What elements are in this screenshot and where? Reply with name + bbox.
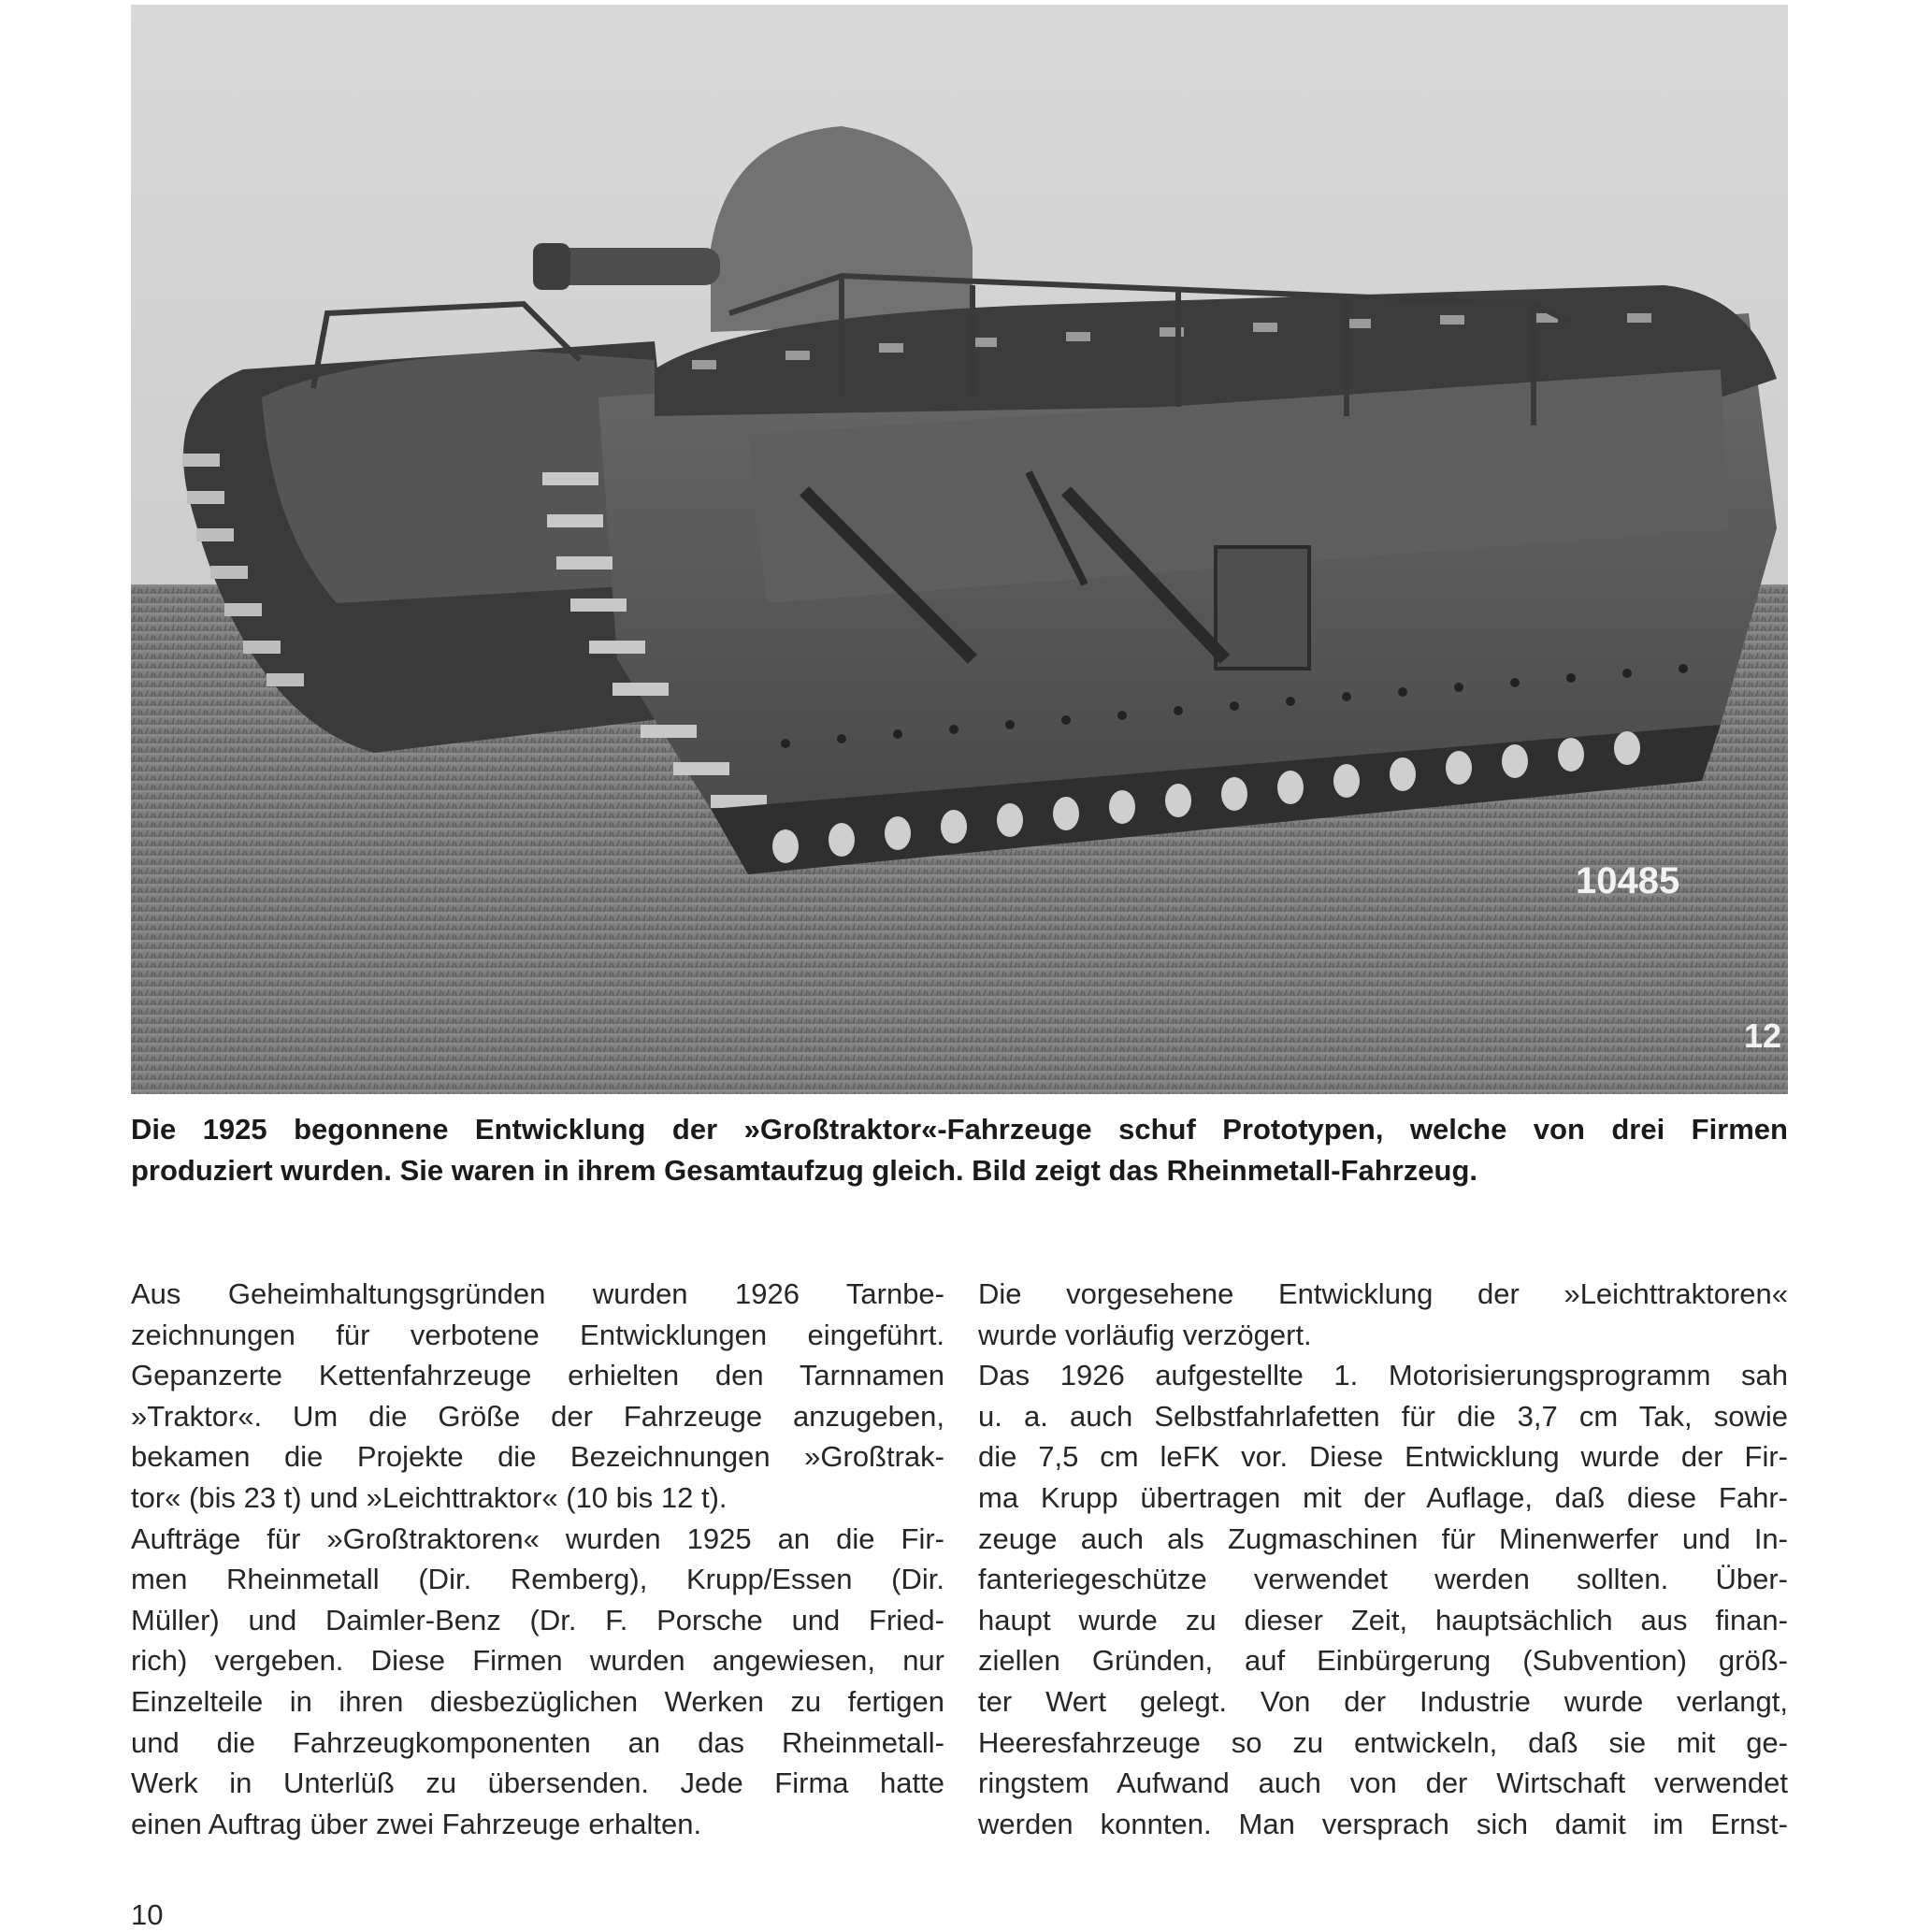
caption-line: Die 1925 begonnene Entwicklung der »Großtraktor«-Fahrzeuge schuf Prototypen, welche von drei Firmen — [131, 1113, 1788, 1146]
photo-caption — [131, 1109, 1788, 1191]
text-line: ringstem Aufwand auch von der Wirtschaft verwendet — [978, 1766, 1788, 1800]
text-line: Aufträge für »Großtraktoren« wurden 1925 an die Fir- — [131, 1521, 944, 1555]
text-line: tor« (bis 23 t) und »Leichttraktor« (10 bis 12 t). — [131, 1480, 728, 1514]
photo-stamp-number: 10485 — [1576, 860, 1680, 901]
photo-stamp-corner: 12 — [1744, 1016, 1782, 1055]
text-line: men Rheinmetall (Dir. Remberg), Krupp/Essen (Dir. — [131, 1563, 944, 1596]
text-line: Müller) und Daimler-Benz (Dr. F. Porsche und Fried- — [131, 1603, 944, 1636]
text-line: Heeresfahrzeuge so zu entwickeln, daß sie mit ge- — [978, 1725, 1788, 1759]
text-line: Werk in Unterlüß zu übersenden. Jede Firma hatte — [131, 1766, 944, 1800]
text-line: Das 1926 aufgestellte 1. Motorisierungsprogramm sah — [978, 1359, 1788, 1392]
text-line: »Traktor«. Um die Größe der Fahrzeuge anzugeben, — [131, 1399, 944, 1433]
text-line: Einzelteile in ihren diesbezüglichen Werken zu fertigen — [131, 1684, 944, 1718]
text-line: werden konnten. Man versprach sich damit im Ernst- — [978, 1807, 1788, 1840]
text-line: haupt wurde zu dieser Zeit, hauptsächlich aus finan- — [978, 1603, 1788, 1636]
caption-line: produziert wurden. Sie waren in ihrem Gesamtaufzug gleich. Bild zeigt das Rheinmetall-Fahrzeug. — [131, 1154, 1478, 1187]
text-line: Aus Geheimhaltungsgründen wurden 1926 Tarnbe- — [131, 1277, 944, 1310]
text-line: zeichnungen für verbotene Entwicklungen eingeführt. — [131, 1318, 944, 1351]
text-line: die 7,5 cm leFK vor. Diese Entwicklung wurde der Fir- — [978, 1440, 1788, 1474]
text-line: ziellen Gründen, auf Einbürgerung (Subvention) größ- — [978, 1644, 1788, 1678]
text-line: zeuge auch als Zugmaschinen für Minenwerfer und In- — [978, 1521, 1788, 1555]
text-line: u. a. auch Selbstfahrlafetten für die 3,7 cm Tak, sowie — [978, 1399, 1788, 1433]
text-line: fanteriegeschütze verwendet werden sollten. Über- — [978, 1563, 1788, 1596]
text-line: Die vorgesehene Entwicklung der »Leichttraktoren« — [978, 1277, 1788, 1310]
text-line: ma Krupp übertragen mit der Auflage, daß diese Fahr- — [978, 1480, 1788, 1514]
text-line: Gepanzerte Kettenfahrzeuge erhielten den Tarnnamen — [131, 1359, 944, 1392]
tank-photo — [131, 5, 1788, 1094]
text-line: einen Auftrag über zwei Fahrzeuge erhalten. — [131, 1807, 702, 1840]
left-text-column — [131, 1274, 944, 1844]
text-line: wurde vorläufig verzögert. — [978, 1318, 1312, 1351]
page-number: 10 — [131, 1898, 164, 1931]
right-text-column — [978, 1274, 1788, 1844]
tank-photo-image — [131, 5, 1788, 1094]
text-line: bekamen die Projekte die Bezeichnungen »Großtrak- — [131, 1440, 944, 1474]
text-line: rich) vergeben. Diese Firmen wurden angewiesen, nur — [131, 1644, 944, 1678]
text-line: ter Wert gelegt. Von der Industrie wurde verlangt, — [978, 1684, 1788, 1718]
text-line: und die Fahrzeugkomponenten an das Rheinmetall- — [131, 1725, 944, 1759]
